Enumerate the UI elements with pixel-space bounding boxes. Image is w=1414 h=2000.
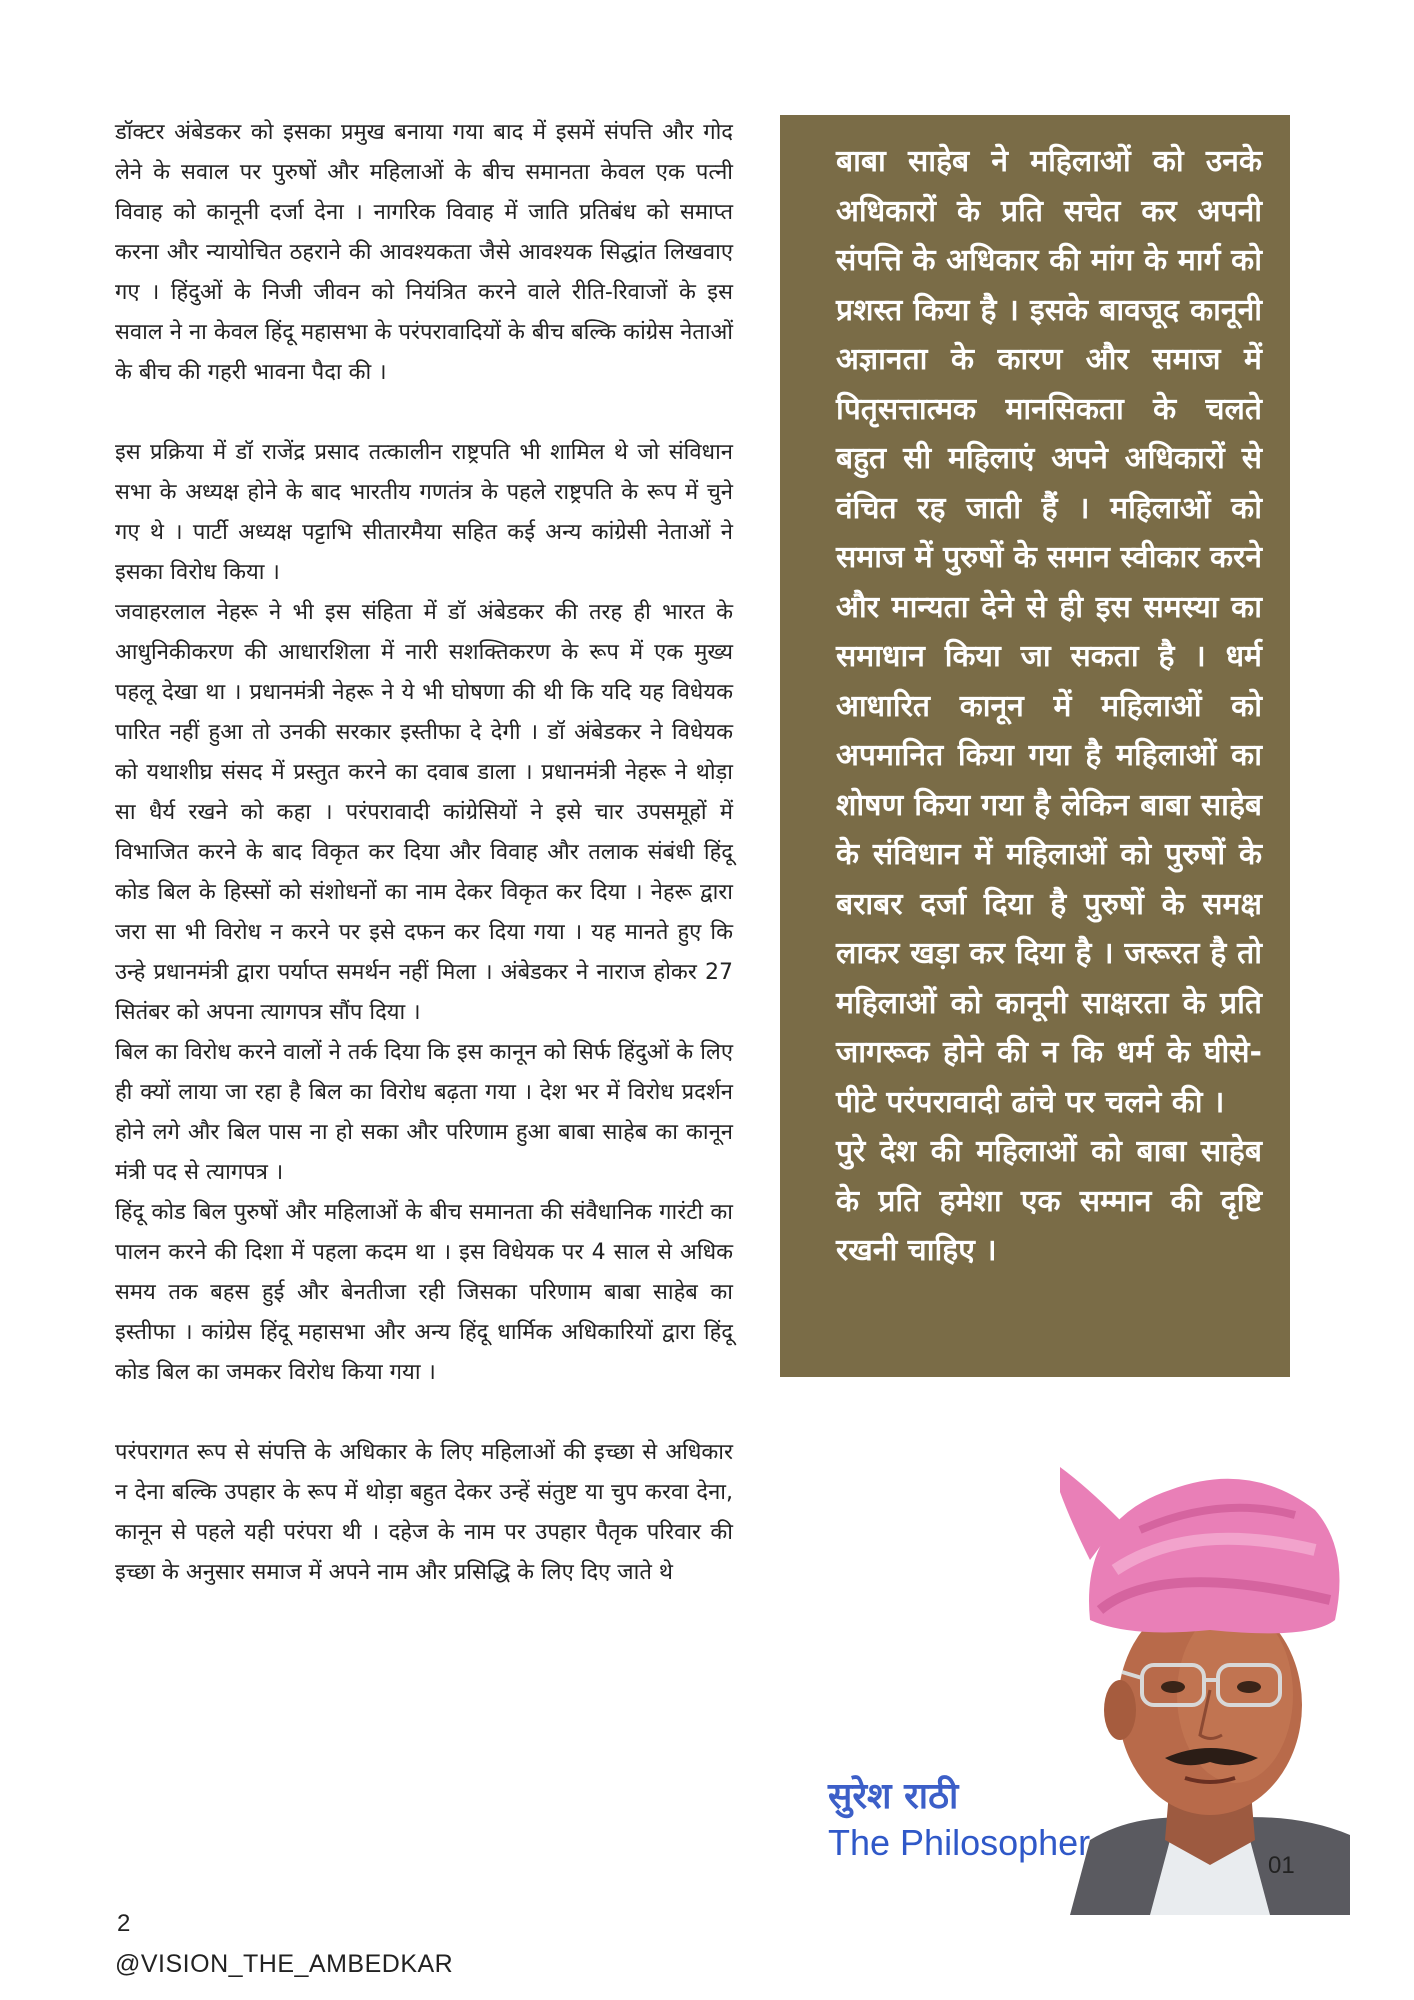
page-number: 2 bbox=[117, 1910, 131, 1937]
article-body bbox=[115, 113, 733, 1593]
paragraph-4: बिल का विरोध करने वालों ने तर्क दिया कि इस कानून को सिर्फ हिंदुओं के लिए ही क्यों लाया जा रहा है बिल का विरोध बढ़ता गया । देश भर में विरोध प्रदर्शन होने लगे और बिल पास ना हो सका और परिणाम हुआ बाबा साहेब का कानून मंत्री पद से त्यागपत्र । bbox=[115, 1040, 733, 1185]
author-name: सुरेश राठी bbox=[828, 1776, 959, 1817]
paragraph-1: डॉक्टर अंबेडकर को इसका प्रमुख बनाया गया बाद में इसमें संपत्ति और गोद लेने के सवाल पर पुरुषों और महिलाओं के बीच समानता केवल एक पत्नी विवाह को कानूनी दर्जा देना । नागरिक विवाह में जाति प्रतिबंध को समाप्त करना और न्यायोचित ठहराने की आवश्यकता जैसे आवश्यक सिद्धांत लिखवाए गए । हिंदुओं के निजी जीवन को नियंत्रित करने वाले रीति-रिवाजों के इस सवाल ने ना केवल हिंदू महासभा के परंपरावादियों के बीच बल्कि कांग्रेस नेताओं के बीच की गहरी भावना पैदा की । bbox=[115, 120, 733, 385]
paragraph-2: इस प्रक्रिया में डॉ राजेंद्र प्रसाद तत्कालीन राष्ट्रपति भी शामिल थे जो संविधान सभा के अध्यक्ष होने के बाद भारतीय गणतंत्र के पहले राष्ट्रपति के रूप में चुने गए थे । पार्टी अध्यक्ष पट्टाभि सीतारमैया सहित कई अन्य कांग्रेसी नेताओं ने इसका विरोध किया । bbox=[115, 440, 733, 585]
pull-quote-paragraph-1: बाबा साहेब ने महिलाओं को उनके अधिकारों के प्रति सचेत कर अपनी संपत्ति के अधिकार की मांग के मार्ग को प्रशस्त किया है । इसके बावजूद कानूनी अज्ञानता के कारण और समाज में पितृसत्तात्मक मानसिकता के चलते बहुत सी महिलाएं अपने अधिकारों से वंचित रह जाती हैं । महिलाओं को समाज में पुरुषों के समान स्वीकार करने और मान्यता देने से ही इस समस्या का समाधान किया जा सकता है । धर्म आधारित कानून में महिलाओं को अपमानित किया गया है महिलाओं का शोषण किया गया है लेकिन बाबा साहेब के संविधान में महिलाओं को पुरुषों के बराबर दर्जा दिया है पुरुषों के समक्ष लाकर खड़ा कर दिया है । जरूरत है तो महिलाओं को कानूनी साक्षरता के प्रति जागरूक होने की न कि धर्म के घीसे-पीटे परंपरावादी ढांचे पर चलने की । bbox=[836, 144, 1262, 1120]
photo-number: 01 bbox=[1268, 1852, 1295, 1879]
author-title: The Philosopher bbox=[828, 1822, 1091, 1863]
pull-quote-paragraph-2: पुरे देश की महिलाओं को बाबा साहेब के प्रति हमेशा एक सम्मान की दृष्टि रखनी चाहिए । bbox=[836, 1134, 1262, 1268]
pull-quote-box bbox=[780, 115, 1290, 1377]
paragraph-6: परंपरागत रूप से संपत्ति के अधिकार के लिए महिलाओं की इच्छा से अधिकार न देना बल्कि उपहार के रूप में थोड़ा बहुत देकर उन्हें संतुष्ट या चुप करवा देना, कानून से पहले यही परंपरा थी । दहेज के नाम पर उपहार पैतृक परिवार की इच्छा के अनुसार समाज में अपने नाम और प्रसिद्धि के लिए दिए जाते थे bbox=[115, 1440, 733, 1585]
paragraph-3: जवाहरलाल नेहरू ने भी इस संहिता में डॉ अंबेडकर की तरह ही भारत के आधुनिकीकरण की आधारशिला में नारी सशक्तिकरण के रूप में एक मुख्य पहलू देखा था । प्रधानमंत्री नेहरू ने ये भी घोषणा की थी कि यदि यह विधेयक पारित नहीं हुआ तो उनकी सरकार इस्तीफा दे देगी । डॉ अंबेडकर ने विधेयक को यथाशीघ्र संसद में प्रस्तुत करने का दवाब डाला । प्रधानमंत्री नेहरू ने थोड़ा सा धैर्य रखने को कहा । परंपरावादी कांग्रेसियों ने इसे चार उपसमूहों में विभाजित करने के बाद विकृत कर दिया और विवाह और तलाक संबंधी हिंदू कोड बिल के हिस्सों को संशोधनों का नाम देकर विकृत कर दिया । नेहरू द्वारा जरा सा भी विरोध न करने पर इसे दफन कर दिया गया । यह मानते हुए कि उन्हे प्रधानमंत्री द्वारा पर्याप्त समर्थन नहीं मिला । अंबेडकर ने नाराज होकर 27 सितंबर को अपना त्यागपत्र सौंप दिया । bbox=[115, 600, 733, 1025]
paragraph-5: हिंदू कोड बिल पुरुषों और महिलाओं के बीच समानता की संवैधानिक गारंटी का पालन करने की दिशा में पहला कदम था । इस विधेयक पर 4 साल से अधिक समय तक बहस हुई और बेनतीजा रही जिसका परिणाम बाबा साहेब का इस्तीफा । कांग्रेस हिंदू महासभा और अन्य हिंदू धार्मिक अधिकारियों द्वारा हिंदू कोड बिल का जमकर विरोध किया गया । bbox=[115, 1200, 733, 1385]
social-handle: @VISION_THE_AMBEDKAR bbox=[115, 1950, 454, 1978]
author-portrait-image bbox=[1060, 1440, 1350, 1915]
